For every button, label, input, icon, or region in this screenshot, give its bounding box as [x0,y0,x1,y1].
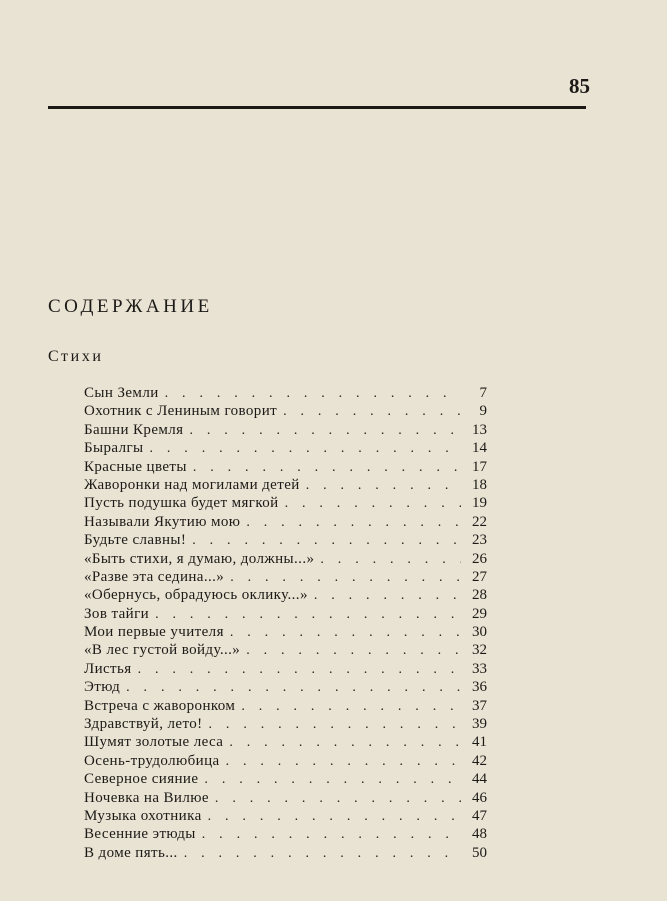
dot-leader [279,495,461,513]
toc-entry-title: Красные цветы [84,458,187,475]
dot-leader [223,734,461,752]
toc-entry-title: Жаворонки над могилами детей [84,476,300,493]
toc-entry-page: 46 [472,789,487,806]
toc-entry-title: Пусть подушка будет мягкой [84,495,279,512]
toc-entry [84,586,487,604]
toc-entry [84,678,487,696]
dot-leader [224,569,461,587]
toc-entry-title: «Разве эта седина...» [84,568,225,585]
toc-entry [84,550,487,568]
toc-entry-title: Северное сияние [84,771,199,788]
toc-entry [84,402,487,420]
toc-entry-page: 36 [472,679,487,696]
toc-entry-title: Этюд [84,679,121,696]
toc-entry-title: Будьте славны! [84,532,187,549]
header-rule [48,106,586,109]
toc-entry-title: Встреча с жаворонком [84,697,236,714]
toc-entry [84,733,487,751]
toc-entry-page: 32 [472,642,487,659]
dot-leader [187,459,461,477]
toc-entry-page: 28 [472,587,487,604]
toc-entry-page: 41 [472,734,487,751]
contents-heading: СОДЕРЖАНИЕ [48,296,213,317]
toc-entry-title: «В лес густой войду...» [84,642,241,659]
toc-entry-title: В доме пять... [84,844,178,861]
toc-entry [84,458,487,476]
toc-entry-page: 9 [479,403,487,420]
toc-entry-page: 47 [472,807,487,824]
toc-entry [84,476,487,494]
toc-entry-page: 14 [472,440,487,457]
toc-entry [84,494,487,512]
dot-leader [120,679,461,697]
toc-entry [84,421,487,439]
toc-entry-title: Весенние этюды [84,826,196,843]
toc-entry [84,384,487,402]
toc-entry-page: 7 [479,385,487,401]
dot-leader [132,661,461,679]
toc-entry-title: Здравствуй, лето! [84,716,203,733]
toc-entry-title: Мои первые учителя [84,624,224,641]
toc-entry-title: Охотник с Лениным говорит [84,403,278,420]
toc-entry-title: Быралгы [84,440,144,457]
toc-entry [84,825,487,843]
dot-leader [183,422,461,440]
dot-leader [314,551,461,569]
toc-entry-page: 18 [472,476,487,493]
toc-entry-page: 23 [472,532,487,549]
toc-entry [84,531,487,549]
toc-entry-title: Ночевка на Вилюе [84,789,209,806]
toc-entry-page: 44 [472,771,487,788]
toc-entry-page: 37 [472,697,487,714]
dot-leader [224,624,461,642]
dot-leader [277,403,461,421]
dot-leader [144,440,462,458]
dot-leader [240,642,461,660]
toc-entry-title: «Обернусь, обрадуюсь оклику...» [84,587,308,604]
dot-leader [159,385,461,403]
table-of-contents [84,384,487,862]
toc-entry [84,715,487,733]
page-number: 85 [569,74,590,98]
toc-entry-page: 26 [472,550,487,567]
toc-entry [84,770,487,788]
dot-leader [235,698,461,716]
toc-entry-title: Сын Земли [84,385,159,401]
toc-entry-page: 30 [472,624,487,641]
toc-entry [84,439,487,457]
dot-leader [202,808,461,826]
toc-entry-title: Башни Кремля [84,421,184,438]
dot-leader [178,845,461,863]
dot-leader [203,716,461,734]
toc-entry-title: Листья [84,660,132,677]
dot-leader [149,606,461,624]
toc-entry-page: 13 [472,421,487,438]
toc-entry-page: 42 [472,752,487,769]
toc-entry-title: Осень-трудолюбица [84,752,220,769]
toc-entry [84,697,487,715]
toc-entry-title: Называли Якутию мою [84,513,241,530]
toc-entry [84,568,487,586]
toc-entry-title: Зов тайги [84,605,150,622]
dot-leader [240,514,461,532]
toc-entry-title: «Быть стихи, я думаю, должны...» [84,550,315,567]
toc-entry [84,605,487,623]
section-title: Стихи [48,348,104,365]
toc-entry [84,641,487,659]
dot-leader [186,532,461,550]
toc-entry-page: 33 [472,660,487,677]
toc-entry [84,513,487,531]
toc-entry-page: 48 [472,826,487,843]
toc-entry-title: Шумят золотые леса [84,734,224,751]
toc-entry [84,789,487,807]
toc-entry [84,844,487,862]
dot-leader [220,753,461,771]
dot-leader [196,826,461,844]
dot-leader [209,790,461,808]
toc-entry-page: 29 [472,605,487,622]
toc-entry-page: 50 [472,844,487,861]
toc-entry-page: 22 [472,513,487,530]
toc-entry [84,660,487,678]
toc-entry-page: 27 [472,568,487,585]
toc-entry-title: Музыка охотника [84,807,202,824]
dot-leader [198,771,461,789]
toc-entry [84,752,487,770]
toc-entry-page: 17 [472,458,487,475]
toc-entry [84,807,487,825]
toc-entry-page: 39 [472,716,487,733]
dot-leader [308,587,461,605]
toc-entry [84,623,487,641]
dot-leader [300,477,461,495]
toc-entry-page: 19 [472,495,487,512]
